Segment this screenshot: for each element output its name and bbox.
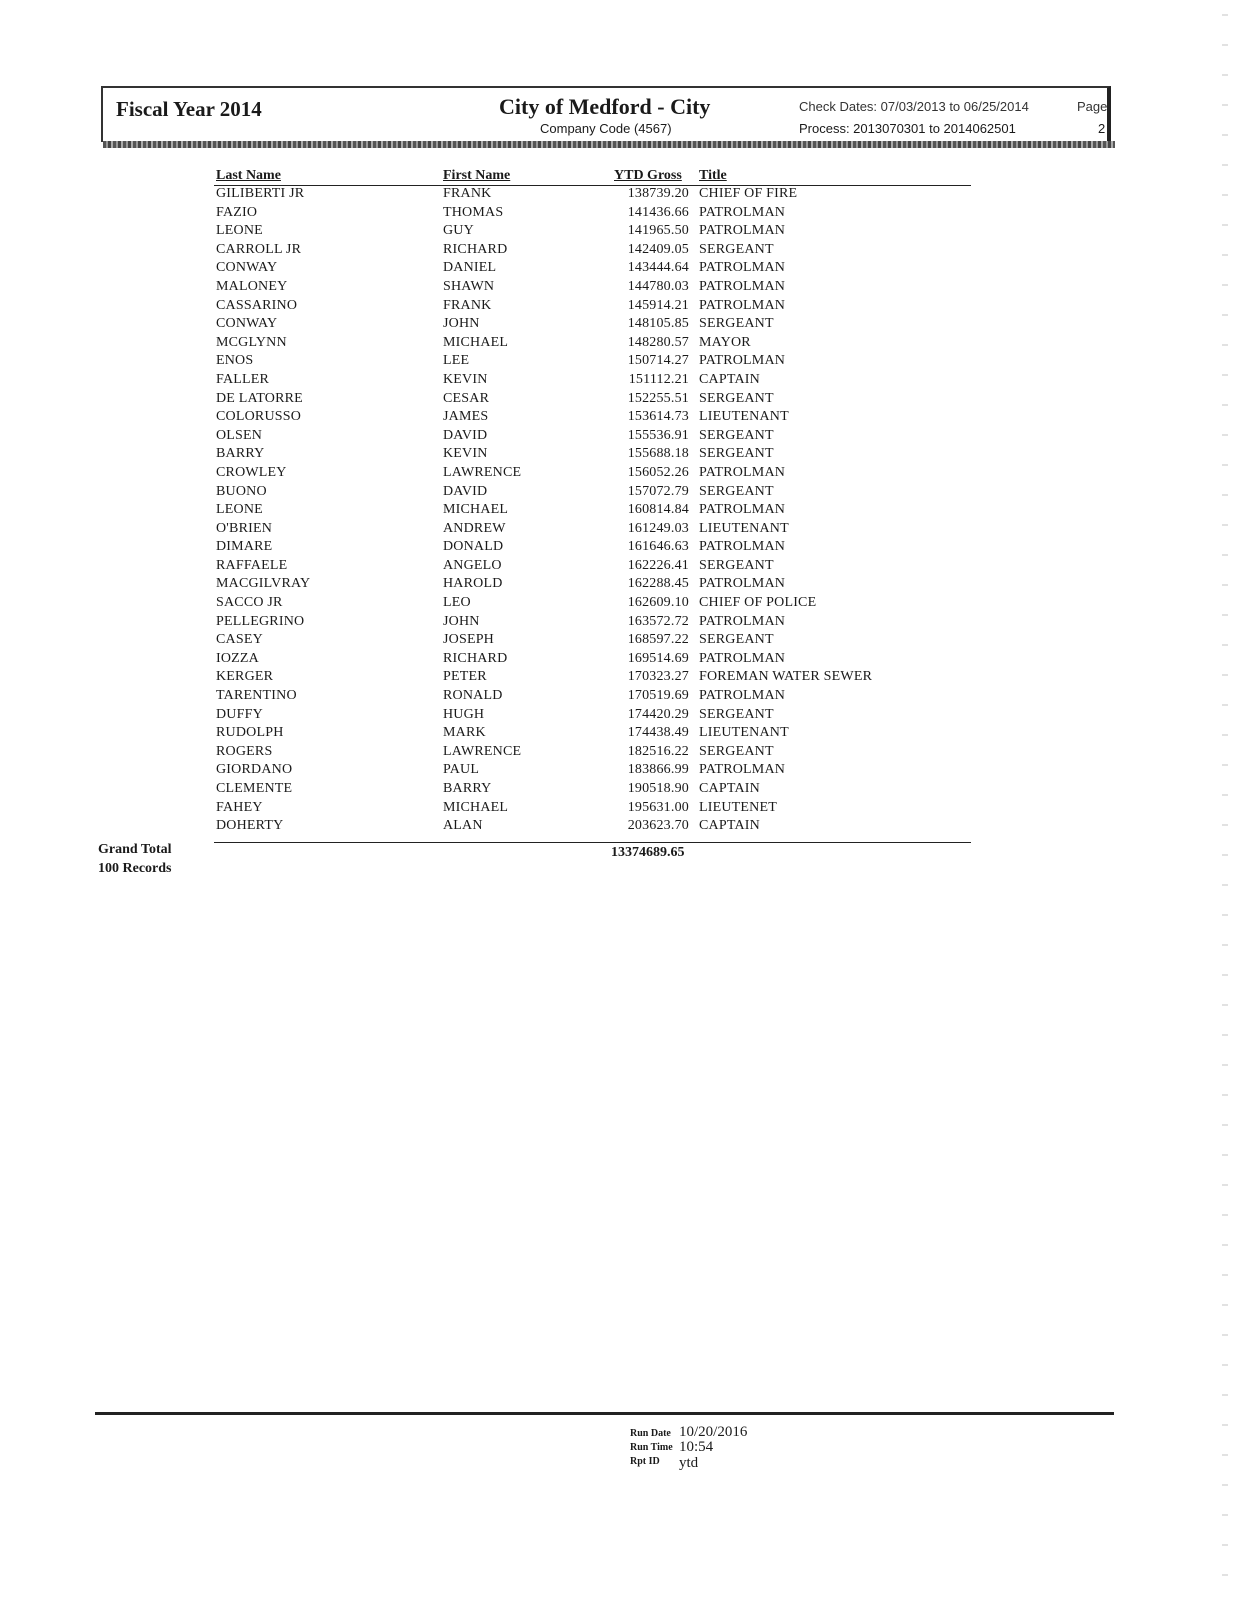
cell-title: PATROLMAN xyxy=(699,353,786,369)
cell-last-name: COLORUSSO xyxy=(216,409,302,425)
cell-title: SERGEANT xyxy=(699,632,774,648)
cell-last-name: IOZZA xyxy=(216,650,259,666)
footer-rule xyxy=(95,1412,1114,1415)
cell-last-name: MACGILVRAY xyxy=(216,576,311,592)
cell-first-name: MICHAEL xyxy=(443,334,509,350)
cell-ytd-gross: 152255.51 xyxy=(627,390,689,406)
cell-title: CAPTAIN xyxy=(699,371,760,387)
cell-first-name: RICHARD xyxy=(443,650,508,666)
cell-last-name: CASEY xyxy=(216,632,263,648)
cell-first-name: JOHN xyxy=(443,613,480,629)
cell-title: SERGEANT xyxy=(699,316,774,332)
cell-first-name: FRANK xyxy=(443,186,492,201)
cell-first-name: SHAWN xyxy=(443,278,495,294)
cell-last-name: KERGER xyxy=(216,669,274,685)
cell-first-name: DONALD xyxy=(443,539,504,555)
table-row xyxy=(0,521,1236,540)
cell-ytd-gross: 155536.91 xyxy=(627,427,689,443)
cell-ytd-gross: 143444.64 xyxy=(627,260,689,276)
table-row xyxy=(0,446,1236,465)
cell-last-name: GIORDANO xyxy=(216,762,293,778)
city-title: City of Medford - City xyxy=(499,94,711,119)
cell-title: PATROLMAN xyxy=(699,650,786,666)
cell-last-name: CONWAY xyxy=(216,260,278,276)
cell-last-name: RAFFAELE xyxy=(216,557,288,573)
cell-ytd-gross: 160814.84 xyxy=(627,502,689,518)
cell-first-name: DAVID xyxy=(443,427,488,443)
cell-title: CAPTAIN xyxy=(699,818,760,834)
cell-last-name: PELLEGRINO xyxy=(216,613,305,629)
cell-first-name: RICHARD xyxy=(443,241,508,257)
table-row xyxy=(0,279,1236,298)
table-row xyxy=(0,595,1236,614)
cell-title: PATROLMAN xyxy=(699,576,786,592)
cell-last-name: MALONEY xyxy=(216,278,288,294)
cell-first-name: ANGELO xyxy=(443,557,502,573)
check-dates: Check Dates: 07/03/2013 to 06/25/2014 xyxy=(799,99,1029,114)
cell-title: PATROLMAN xyxy=(699,688,786,704)
cell-title: CAPTAIN xyxy=(699,781,760,796)
cell-first-name: HAROLD xyxy=(443,576,503,592)
run-time-label: Run Time xyxy=(630,1442,673,1453)
cell-last-name: CONWAY xyxy=(216,316,278,332)
cell-last-name: OLSEN xyxy=(216,427,263,443)
cell-ytd-gross: 161646.63 xyxy=(627,539,689,555)
cell-first-name: ALAN xyxy=(443,818,483,834)
table-row xyxy=(0,818,1236,837)
table-row xyxy=(0,409,1236,428)
cell-title: CHIEF OF POLICE xyxy=(699,595,817,611)
cell-title: PATROLMAN xyxy=(699,260,786,276)
payroll-table-body xyxy=(0,186,1236,837)
table-row xyxy=(0,260,1236,279)
rpt-id-label: Rpt ID xyxy=(630,1456,660,1467)
cell-ytd-gross: 157072.79 xyxy=(627,483,689,499)
cell-ytd-gross: 161249.03 xyxy=(627,520,689,536)
column-header-title: Title xyxy=(699,168,727,183)
rpt-id-value: ytd xyxy=(679,1455,699,1471)
table-row xyxy=(0,762,1236,781)
cell-ytd-gross: 203623.70 xyxy=(627,818,689,834)
table-row xyxy=(0,669,1236,688)
table-row xyxy=(0,316,1236,335)
cell-title: SERGEANT xyxy=(699,390,774,406)
cell-first-name: ANDREW xyxy=(443,520,506,536)
cell-first-name: BARRY xyxy=(443,781,492,796)
cell-ytd-gross: 170519.69 xyxy=(627,688,689,704)
cell-first-name: JAMES xyxy=(443,409,489,425)
cell-last-name: TARENTINO xyxy=(216,688,297,704)
grand-total-label: Grand Total xyxy=(98,842,172,857)
cell-ytd-gross: 162609.10 xyxy=(627,595,689,611)
column-header-ytd-gross: YTD Gross xyxy=(614,168,682,183)
table-row xyxy=(0,539,1236,558)
table-row xyxy=(0,465,1236,484)
cell-last-name: SACCO JR xyxy=(216,595,283,611)
cell-ytd-gross: 156052.26 xyxy=(627,464,689,480)
cell-first-name: DANIEL xyxy=(443,260,497,276)
cell-last-name: O'BRIEN xyxy=(216,520,273,536)
cell-title: PATROLMAN xyxy=(699,613,786,629)
cell-title: PATROLMAN xyxy=(699,278,786,294)
cell-first-name: HUGH xyxy=(443,706,485,722)
cell-first-name: PAUL xyxy=(443,762,480,778)
table-row xyxy=(0,725,1236,744)
cell-title: PATROLMAN xyxy=(699,539,786,555)
table-row xyxy=(0,632,1236,651)
cell-first-name: MARK xyxy=(443,725,486,741)
cell-title: PATROLMAN xyxy=(699,464,786,480)
cell-title: LIEUTENANT xyxy=(699,725,789,741)
cell-title: CHIEF OF FIRE xyxy=(699,186,798,201)
cell-last-name: CLEMENTE xyxy=(216,781,293,796)
table-row xyxy=(0,391,1236,410)
table-row xyxy=(0,186,1236,205)
cell-ytd-gross: 142409.05 xyxy=(627,241,689,257)
cell-ytd-gross: 182516.22 xyxy=(627,743,689,759)
company-code: Company Code (4567) xyxy=(540,121,672,136)
cell-ytd-gross: 145914.21 xyxy=(627,297,689,313)
cell-first-name: KEVIN xyxy=(443,371,488,387)
cell-first-name: LAWRENCE xyxy=(443,464,522,480)
page-label: Page xyxy=(1077,99,1108,114)
cell-ytd-gross: 141965.50 xyxy=(627,223,689,239)
cell-last-name: MCGLYNN xyxy=(216,334,287,350)
cell-first-name: JOHN xyxy=(443,316,480,332)
cell-first-name: MICHAEL xyxy=(443,502,509,518)
cell-last-name: CASSARINO xyxy=(216,297,298,313)
cell-title: FOREMAN WATER SEWER xyxy=(699,669,873,685)
cell-last-name: DUFFY xyxy=(216,706,263,722)
cell-last-name: ROGERS xyxy=(216,743,273,759)
cell-first-name: THOMAS xyxy=(443,204,504,220)
cell-ytd-gross: 195631.00 xyxy=(627,799,689,815)
report-header-shadow xyxy=(103,141,1115,148)
cell-ytd-gross: 169514.69 xyxy=(627,650,689,666)
table-row xyxy=(0,298,1236,317)
cell-last-name: RUDOLPH xyxy=(216,725,284,741)
cell-first-name: PETER xyxy=(443,669,487,685)
table-row xyxy=(0,353,1236,372)
cell-ytd-gross: 151112.21 xyxy=(628,371,689,387)
cell-last-name: LEONE xyxy=(216,223,263,239)
cell-last-name: FALLER xyxy=(216,371,270,387)
column-header-last-name: Last Name xyxy=(216,168,281,183)
cell-title: PATROLMAN xyxy=(699,762,786,778)
table-row xyxy=(0,800,1236,819)
cell-title: LIEUTENANT xyxy=(699,409,789,425)
cell-last-name: DOHERTY xyxy=(216,818,284,834)
table-row xyxy=(0,484,1236,503)
cell-title: PATROLMAN xyxy=(699,223,786,239)
table-row xyxy=(0,707,1236,726)
cell-first-name: RONALD xyxy=(443,688,503,704)
cell-last-name: DE LATORRE xyxy=(216,390,303,406)
table-row xyxy=(0,223,1236,242)
cell-first-name: CESAR xyxy=(443,390,490,406)
table-row xyxy=(0,688,1236,707)
table-row xyxy=(0,502,1236,521)
table-row xyxy=(0,242,1236,261)
cell-last-name: BARRY xyxy=(216,446,265,462)
cell-title: PATROLMAN xyxy=(699,297,786,313)
run-date-value: 10/20/2016 xyxy=(679,1424,748,1440)
cell-title: SERGEANT xyxy=(699,446,774,462)
cell-first-name: MICHAEL xyxy=(443,799,509,815)
cell-title: PATROLMAN xyxy=(699,502,786,518)
cell-ytd-gross: 163572.72 xyxy=(627,613,689,629)
cell-first-name: JOSEPH xyxy=(443,632,494,648)
cell-ytd-gross: 170323.27 xyxy=(627,669,689,685)
cell-ytd-gross: 148280.57 xyxy=(627,334,689,350)
table-row xyxy=(0,205,1236,224)
cell-ytd-gross: 174420.29 xyxy=(627,706,689,722)
cell-first-name: DAVID xyxy=(443,483,488,499)
table-row xyxy=(0,651,1236,670)
cell-last-name: FAHEY xyxy=(216,799,263,815)
table-row xyxy=(0,558,1236,577)
table-row xyxy=(0,614,1236,633)
cell-last-name: DIMARE xyxy=(216,539,273,555)
total-rule xyxy=(214,842,971,843)
run-time-value: 10:54 xyxy=(679,1439,714,1455)
cell-title: SERGEANT xyxy=(699,706,774,722)
cell-title: MAYOR xyxy=(699,334,751,350)
cell-title: SERGEANT xyxy=(699,427,774,443)
cell-last-name: CROWLEY xyxy=(216,464,287,480)
cell-title: SERGEANT xyxy=(699,483,774,499)
cell-first-name: LEO xyxy=(443,595,471,611)
cell-ytd-gross: 162288.45 xyxy=(627,576,689,592)
cell-title: SERGEANT xyxy=(699,557,774,573)
table-row xyxy=(0,744,1236,763)
cell-ytd-gross: 153614.73 xyxy=(627,409,689,425)
cell-ytd-gross: 148105.85 xyxy=(627,316,689,332)
cell-last-name: CARROLL JR xyxy=(216,241,302,257)
cell-ytd-gross: 174438.49 xyxy=(627,725,689,741)
record-count: 100 Records xyxy=(98,861,172,876)
cell-ytd-gross: 141436.66 xyxy=(627,204,689,220)
cell-ytd-gross: 190518.90 xyxy=(627,781,689,796)
cell-last-name: LEONE xyxy=(216,502,263,518)
grand-total-value: 13374689.65 xyxy=(611,845,685,860)
cell-first-name: KEVIN xyxy=(443,446,488,462)
cell-ytd-gross: 150714.27 xyxy=(627,353,689,369)
cell-title: SERGEANT xyxy=(699,241,774,257)
fiscal-year-title: Fiscal Year 2014 xyxy=(116,97,262,121)
table-row xyxy=(0,335,1236,354)
cell-last-name: BUONO xyxy=(216,483,267,499)
column-header-first-name: First Name xyxy=(443,168,511,183)
cell-first-name: FRANK xyxy=(443,297,492,313)
cell-ytd-gross: 183866.99 xyxy=(627,762,689,778)
cell-ytd-gross: 155688.18 xyxy=(627,446,689,462)
page-number: 2 xyxy=(1098,121,1106,136)
table-row xyxy=(0,576,1236,595)
table-row xyxy=(0,428,1236,447)
cell-ytd-gross: 162226.41 xyxy=(627,557,689,573)
cell-title: SERGEANT xyxy=(699,743,774,759)
cell-ytd-gross: 138739.20 xyxy=(627,186,689,201)
cell-ytd-gross: 144780.03 xyxy=(627,278,689,294)
cell-last-name: FAZIO xyxy=(216,204,258,220)
cell-title: LIEUTENANT xyxy=(699,520,789,536)
cell-first-name: GUY xyxy=(443,223,474,239)
cell-ytd-gross: 168597.22 xyxy=(627,632,689,648)
cell-last-name: GILIBERTI JR xyxy=(216,186,305,201)
cell-title: PATROLMAN xyxy=(699,204,786,220)
cell-first-name: LEE xyxy=(443,353,470,369)
table-row xyxy=(0,372,1236,391)
cell-first-name: LAWRENCE xyxy=(443,743,522,759)
cell-title: LIEUTENET xyxy=(699,799,777,815)
table-row xyxy=(0,781,1236,800)
run-date-label: Run Date xyxy=(630,1428,671,1439)
cell-last-name: ENOS xyxy=(216,353,254,369)
process-range: Process: 2013070301 to 2014062501 xyxy=(799,121,1016,136)
